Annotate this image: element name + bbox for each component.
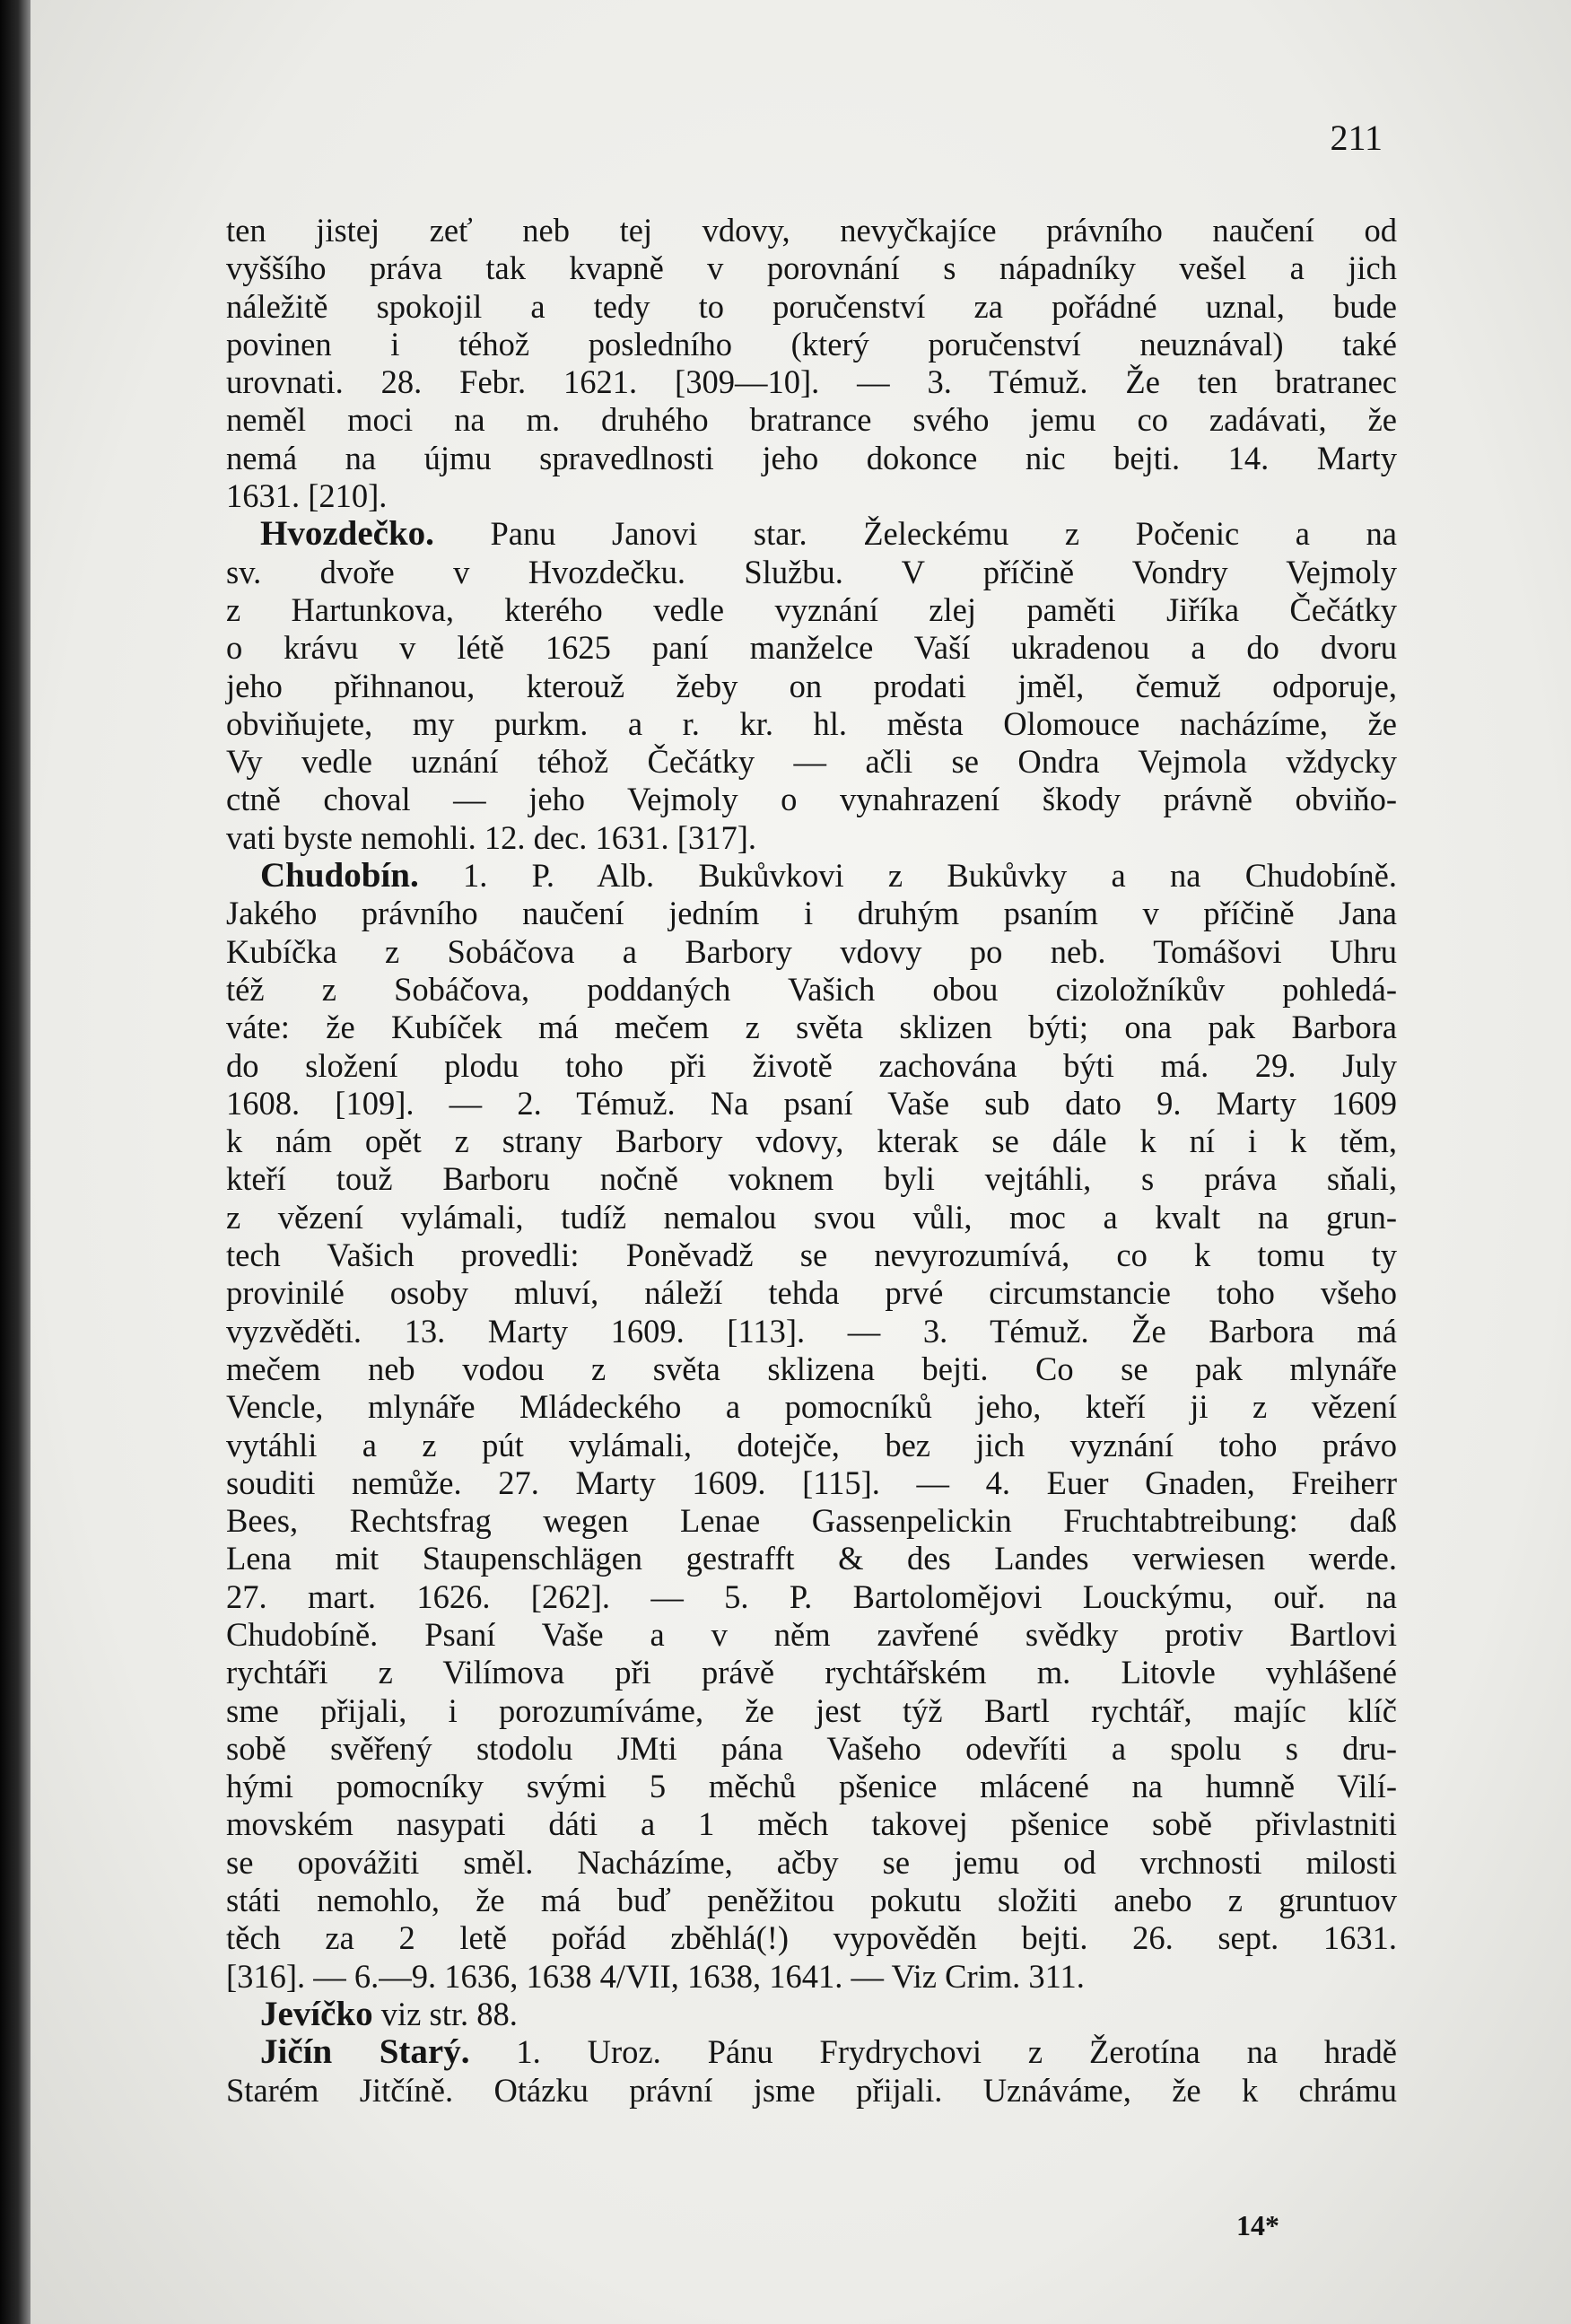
text-line — [226, 1654, 1397, 1691]
text-line — [226, 1199, 1397, 1236]
line-text: Bees, Rechtsfrag wegen Lenae Gassenpelickin Fruchtabtreibung: daß — [226, 1502, 1397, 1540]
text-line — [226, 1464, 1397, 1502]
line-text: Starém Jitčíně. Otázku právní jsme přijali. Uznáváme, že k chrámu — [226, 2071, 1397, 2109]
section-heading: Jevíčko — [260, 1994, 373, 2033]
text-line — [226, 933, 1397, 971]
text-line — [226, 629, 1397, 667]
line-text: viz str. 88. — [372, 1995, 518, 2032]
line-text: ten jistej zeť neb tej vdovy, nevyčkajíce právního naučení od — [226, 212, 1397, 249]
line-text: hými pomocníky svými 5 měchů pšenice mlácené na humně Vilí- — [226, 1768, 1397, 1805]
line-text: Vy vedle uznání téhož Čečátky — ačli se Ondra Vejmola vždycky — [226, 743, 1397, 781]
text-line — [226, 1805, 1397, 1843]
text-line — [226, 705, 1397, 743]
text-line — [226, 1502, 1397, 1540]
line-text: Jakého právního naučení jedním i druhým psaním v příčině Jana — [226, 895, 1397, 932]
page-number: 211 — [1330, 118, 1383, 158]
text-line — [226, 1540, 1397, 1577]
text-line — [226, 288, 1397, 326]
line-text: souditi nemůže. 27. Marty 1609. [115]. — 4. Euer Gnaden, Freiherr — [226, 1463, 1397, 1501]
text-line — [226, 363, 1397, 401]
text-line — [226, 1578, 1397, 1616]
line-text: z vězení vylámali, tudíž nemalou svou vůli, moc a kvalt na grun- — [226, 1198, 1397, 1236]
line-text: neměl moci na m. druhého bratrance svého jemu co zadávati, že — [226, 401, 1397, 439]
line-text: povinen i téhož posledního (který poručenství neuznával) také — [226, 325, 1397, 363]
line-text: vyzvěděti. 13. Marty 1609. [113]. — 3. Témuž. Že Barbora má — [226, 1312, 1397, 1350]
text-line — [226, 249, 1397, 287]
text-line — [226, 1047, 1397, 1085]
text-line — [226, 1123, 1397, 1160]
text-line — [226, 1388, 1397, 1426]
line-text: 1. Uroz. Pánu Frydrychovi z Žerotína na hradě — [469, 2033, 1397, 2071]
text-line — [226, 1882, 1397, 1919]
line-text: se opovážiti směl. Nacházíme, ačby se jemu od vrchnosti milosti — [226, 1843, 1397, 1881]
section-heading-line — [226, 2033, 1397, 2071]
line-text: rychtáři z Vilímova při právě rychtářském m. Litovle vyhlášené — [226, 1654, 1397, 1691]
line-text: movském nasypati dáti a 1 měch takovej pšenice sobě přivlastniti — [226, 1805, 1397, 1843]
text-line — [226, 895, 1397, 932]
line-text: váte: že Kubíček má mečem z světa sklizen býti; ona pak Barbora — [226, 1009, 1397, 1046]
line-text: 27. mart. 1626. [262]. — 5. P. Bartolomějovi Louckýmu, ouř. na — [226, 1577, 1397, 1615]
line-text: z Hartunkova, kterého vedle vyznání zlej paměti Jiříka Čečátky — [226, 590, 1397, 628]
text-line — [226, 1730, 1397, 1768]
line-text: 1. P. Alb. Bukůvkovi z Bukůvky a na Chudobíně. — [418, 857, 1397, 895]
text-line — [226, 1768, 1397, 1805]
line-text: Kubíčka z Sobáčova a Barbory vdovy po neb. Tomášovi Uhru — [226, 932, 1397, 970]
text-line — [226, 743, 1397, 781]
line-text: nemá na újmu spravedlnosti jeho dokonce nic bejti. 14. Marty — [226, 439, 1397, 476]
text-line — [226, 1009, 1397, 1046]
text-line — [226, 554, 1397, 591]
book-page — [31, 0, 1571, 2324]
text-line — [226, 401, 1397, 439]
scan-dark-edge — [0, 0, 31, 2324]
line-text: o krávu v létě 1625 paní manželce Vaší ukradenou a do dvoru — [226, 629, 1397, 667]
line-text: [316]. — 6.—9. 1636, 1638 4/VII, 1638, 1641. — Viz Crim. 311. — [226, 1957, 1085, 1995]
text-line — [226, 668, 1397, 705]
line-text: jeho přihnanou, kterouž žeby on prodati jměl, čemuž odporuje, — [226, 667, 1397, 704]
line-text: 1631. [210]. — [226, 477, 388, 515]
line-text: provinilé osoby mluví, náleží tehda prvé circumstancie toho všeho — [226, 1274, 1397, 1312]
line-text: kteří touž Barboru nočně voknem byli vejtáhli, s práva sňali, — [226, 1160, 1397, 1198]
line-text: k nám opět z strany Barbory vdovy, kterak se dále k ní i k těm, — [226, 1123, 1397, 1160]
line-text: též z Sobáčova, poddaných Vašich obou cizoložníkův pohledá- — [226, 970, 1397, 1008]
line-text: do složení plodu toho při životě zachována býti má. 29. July — [226, 1046, 1397, 1084]
text-line — [226, 1844, 1397, 1882]
text-line — [226, 2072, 1397, 2110]
line-text: státi nemohlo, že má buď peněžitou pokutu složiti anebo z gruntuov — [226, 1882, 1397, 1919]
text-line — [226, 1160, 1397, 1198]
text-line — [226, 781, 1397, 818]
line-text: 1608. [109]. — 2. Témuž. Na psaní Vaše sub dato 9. Marty 1609 — [226, 1084, 1397, 1122]
line-text: sme přijali, i porozumíváme, že jest týž Bartl rychtář, majíc klíč — [226, 1691, 1397, 1729]
line-text: tech Vašich provedli: Poněvadž se nevyrozumívá, co k tomu ty — [226, 1236, 1397, 1274]
section-heading: Hvozdečko. — [260, 514, 434, 554]
line-text: ctně choval — jeho Vejmoly o vynahrazení škody právně obviňo- — [226, 781, 1397, 818]
text-line — [226, 819, 1397, 857]
line-text: sv. dvoře v Hvozdečku. Službu. V příčině Vondry Vejmoly — [226, 553, 1397, 590]
line-text: těch za 2 letě pořád zběhlá(!) vypověděn bejti. 26. sept. 1631. — [226, 1919, 1397, 1957]
text-line — [226, 971, 1397, 1009]
line-text: vytáhli a z pút vylámali, dotejče, bez jich vyznání toho právo — [226, 1426, 1397, 1463]
line-text: Vencle, mlynáře Mládeckého a pomocníků jeho, kteří ji z vězení — [226, 1388, 1397, 1426]
section-heading: Chudobín. — [260, 856, 419, 896]
section-heading-line — [226, 1996, 1397, 2033]
text-line — [226, 1919, 1397, 1957]
text-line — [226, 1427, 1397, 1464]
line-text: mečem neb vodou z světa sklizena bejti. Co se pak mlynáře — [226, 1350, 1397, 1387]
section-heading-line — [226, 857, 1397, 895]
line-text: urovnati. 28. Febr. 1621. [309—10]. — 3. Témuž. Že ten bratranec — [226, 363, 1397, 401]
line-text: obviňujete, my purkm. a r. kr. hl. města Olomouce nacházíme, že — [226, 704, 1397, 742]
text-line — [226, 440, 1397, 477]
text-line — [226, 1274, 1397, 1312]
text-line — [226, 1350, 1397, 1388]
text-line — [226, 1236, 1397, 1274]
text-line — [226, 1692, 1397, 1730]
text-line — [226, 212, 1397, 249]
section-heading-line — [226, 515, 1397, 553]
line-text: Panu Janovi star. Želeckému z Počenic a na — [433, 515, 1397, 553]
section-heading: Jičín Starý. — [260, 2032, 470, 2072]
text-line — [226, 326, 1397, 363]
line-text: Lena mit Staupenschlägen gestrafft & des Landes verwiesen werde. — [226, 1540, 1397, 1577]
line-text: vyššího práva tak kvapně v porovnání s nápadníky vešel a jich — [226, 249, 1397, 287]
line-text: Chudobíně. Psaní Vaše a v něm zavřené svědky protiv Bartlovi — [226, 1615, 1397, 1653]
text-line — [226, 591, 1397, 629]
text-line — [226, 1958, 1397, 1996]
text-line — [226, 1313, 1397, 1350]
text-line — [226, 477, 1397, 515]
body-text — [226, 212, 1397, 2110]
text-line — [226, 1085, 1397, 1123]
text-line — [226, 1616, 1397, 1654]
line-text: náležitě spokojil a tedy to poručenství za pořádné uznal, bude — [226, 287, 1397, 325]
signature-mark: 14* — [1236, 2209, 1279, 2241]
line-text: sobě svěřený stodolu JMti pána Vašeho odevříti a spolu s dru- — [226, 1729, 1397, 1767]
line-text: vati byste nemohli. 12. dec. 1631. [317]. — [226, 818, 756, 856]
